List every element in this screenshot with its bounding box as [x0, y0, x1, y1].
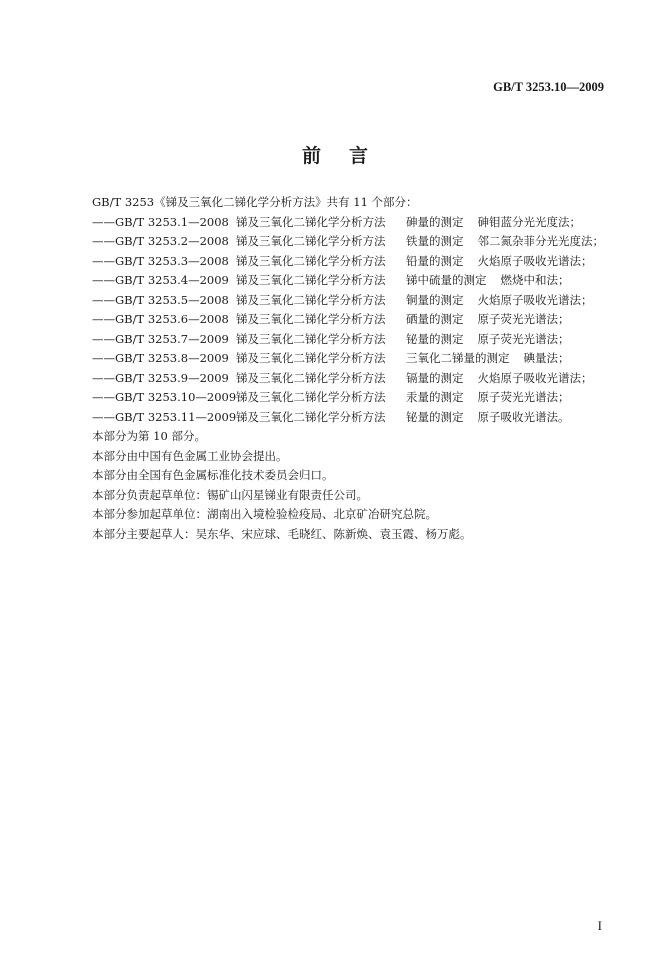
part-item: 铋量的测定: [406, 331, 464, 346]
intro-line: GB/T 3253《锑及三氧化二锑化学分析方法》共有 11 个部分：: [92, 195, 418, 209]
part-item: 铅量的测定: [406, 253, 464, 268]
part-line: [92, 388, 612, 408]
part-line: [92, 310, 612, 330]
part-line: [92, 213, 612, 233]
part-title: 锑及三氧化二锑化学分析方法: [236, 331, 386, 346]
part-method: 砷钼蓝分光光度法；: [477, 214, 581, 229]
part-method: 火焰原子吸收光谱法；: [477, 370, 593, 385]
page-title: 前言: [301, 145, 396, 167]
part-line: [92, 291, 612, 311]
part-method: 邻二氮杂菲分光光度法；: [477, 234, 604, 248]
part-item: 铋量的测定: [406, 409, 464, 424]
part-method: 原子荧光光谱法；: [477, 390, 570, 404]
statement-line: 本部分参加起草单位：湖南出入境检验检疫局、北京矿冶研究总院。: [92, 507, 437, 521]
part-item: 汞量的测定: [406, 390, 464, 404]
part-line: [92, 252, 612, 272]
statement-line: 本部分由中国有色金属工业协会提出。: [92, 448, 288, 463]
part-item: 镉量的测定: [406, 370, 464, 385]
statement-line: 本部分由全国有色金属标准化技术委员会归口。: [92, 468, 334, 482]
document-body: [92, 193, 612, 544]
part-title: 锑及三氧化二锑化学分析方法: [236, 370, 386, 385]
part-item: 硒量的测定: [406, 312, 464, 326]
statement-line: 本部分主要起草人：吴东华、宋应球、毛晓红、陈新焕、袁玉霞、杨万彪。: [92, 526, 472, 541]
part-method: 碘量法；: [523, 351, 570, 365]
part-method: 火焰原子吸收光谱法；: [477, 292, 593, 307]
part-code: ——GB/T 3253.1—2008: [92, 214, 229, 229]
part-title: 锑及三氧化二锑化学分析方法: [236, 312, 386, 326]
part-code: ——GB/T 3253.8—2009: [92, 351, 229, 365]
part-title: 锑及三氧化二锑化学分析方法: [236, 292, 386, 307]
part-title: 锑及三氧化二锑化学分析方法: [236, 253, 386, 268]
standard-code: GB/T 3253.10—2009: [493, 80, 604, 94]
part-code: ——GB/T 3253.3—2008: [92, 253, 229, 268]
part-code: ——GB/T 3253.2—2008: [92, 234, 229, 248]
part-code: ——GB/T 3253.11—2009: [92, 409, 237, 424]
part-line: [92, 408, 612, 428]
part-line: [92, 232, 612, 252]
part-method: 燃烧中和法；: [500, 273, 570, 287]
part-method: 火焰原子吸收光谱法；: [477, 253, 593, 268]
part-code: ——GB/T 3253.10—2009: [92, 390, 237, 404]
part-title: 锑及三氧化二锑化学分析方法: [236, 273, 386, 287]
part-line: [92, 349, 612, 369]
part-item: 铁量的测定: [406, 234, 464, 248]
parts-list: [92, 213, 612, 428]
part-item: 三氧化二锑量的测定: [406, 351, 510, 365]
part-title: 锑及三氧化二锑化学分析方法: [236, 234, 386, 248]
part-code: ——GB/T 3253.5—2008: [92, 292, 229, 307]
part-item: 铜量的测定: [406, 292, 464, 307]
part-code: ——GB/T 3253.4—2009: [92, 273, 229, 287]
part-method: 原子吸收光谱法。: [477, 409, 570, 424]
part-title: 锑及三氧化二锑化学分析方法: [236, 351, 386, 365]
part-code: ——GB/T 3253.6—2008: [92, 312, 229, 326]
page-number: I: [597, 918, 602, 933]
part-line: [92, 271, 612, 291]
part-line: [92, 330, 612, 350]
statements-list: [92, 427, 612, 544]
part-title: 锑及三氧化二锑化学分析方法: [236, 214, 386, 229]
part-title: 锑及三氧化二锑化学分析方法: [236, 409, 386, 424]
part-title: 锑及三氧化二锑化学分析方法: [236, 390, 386, 404]
part-item: 砷量的测定: [406, 214, 464, 229]
statement-line: 本部分为第 10 部分。: [92, 429, 206, 443]
part-method: 原子荧光光谱法；: [477, 331, 570, 346]
part-line: [92, 369, 612, 389]
part-method: 原子荧光光谱法；: [477, 312, 570, 326]
part-code: ——GB/T 3253.9—2009: [92, 370, 229, 385]
statement-line: 本部分负责起草单位：锡矿山闪星锑业有限责任公司。: [92, 487, 368, 502]
part-code: ——GB/T 3253.7—2009: [92, 331, 229, 346]
part-item: 锑中硫量的测定: [406, 273, 487, 287]
